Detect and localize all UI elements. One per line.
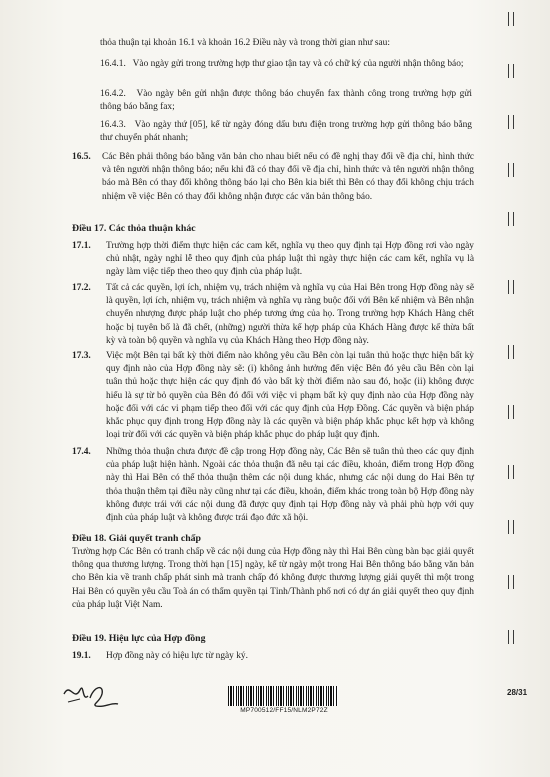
item-16-4-2 bbox=[100, 88, 472, 114]
item-16-4-1-text: Vào ngày gửi trong trường hợp thư giao tận tay và có chữ ký của người nhận thông báo; bbox=[132, 59, 464, 69]
article-19-heading: Điều 19. Hiệu lực của Hợp đồng bbox=[72, 633, 206, 644]
barcode bbox=[228, 686, 338, 706]
item-16-4-1 bbox=[100, 58, 472, 71]
item-16-4-3 bbox=[100, 119, 472, 145]
clause-17-2-text: Tất cả các quyền, lợi ích, nhiệm vụ, trách nhiệm và nghĩa vụ của Hai Bên trong Hợp đồng này sẽ là quyền, lợi ích, nhiệm vụ, trách nhiệm và nghĩa vụ ràng buộc đối với Bên kế nhiệm và Bên nhận chuyển nhượng được pháp luật cho phép tương ứng của họ. Trong trường hợp Khách Hàng chết hoặc bị tuyên bố là đã chết, (những) người thừa kế hợp pháp của Khách Hàng được kế thừa bất kỳ và toàn bộ quyền và nghĩa vụ của Khách Hàng theo Hợp đồng này. bbox=[106, 283, 474, 346]
margin-mark bbox=[508, 630, 514, 644]
margin-mark bbox=[508, 12, 514, 26]
margin-mark bbox=[508, 345, 514, 359]
clause-17-4-number: 17.4. bbox=[72, 447, 91, 457]
para-16-4-intro: thỏa thuận tại khoản 16.1 và khoản 16.2 Điều này và trong thời gian như sau: bbox=[100, 38, 390, 48]
margin-mark bbox=[508, 64, 514, 78]
page-number: 28/31 bbox=[507, 688, 528, 697]
clause-17-3-text: Việc một Bên tại bất kỳ thời điểm nào không yêu cầu Bên còn lại tuân thủ hoặc thực hiện bất kỳ quy định nào của Hợp đồng này sẽ: (i) không ảnh hưởng đến việc Bên đó yêu cầu Bên còn lại tuân thủ hoặc thực hiện các quy định đó vào bất kỳ thời điểm nào sau đó, hoặc (ii) không được hiểu là sự từ bỏ quyền của Bên đó đối với việc vi phạm bất kỳ quy định nào của Hợp đồng này hoặc đối với các vi phạm tiếp theo đối với các quy định của Hợp Đồng. Các quyền và biện pháp khắc phục quy định trong Hợp đồng này là các quyền và biện pháp khắc phục kết hợp và không loại trừ đối với các quyền và biện pháp khắc phục do pháp luật quy định. bbox=[106, 351, 474, 441]
margin-mark bbox=[508, 212, 514, 226]
clause-17-3-number: 17.3. bbox=[72, 351, 91, 361]
article-18-heading: Điều 18. Giải quyết tranh chấp bbox=[72, 533, 202, 544]
margin-mark bbox=[508, 520, 514, 534]
margin-mark bbox=[508, 115, 514, 129]
handwritten-initials bbox=[60, 672, 130, 712]
margin-mark bbox=[508, 405, 514, 419]
clause-17-1-text: Trường hợp thời điểm thực hiện các cam kết, nghĩa vụ theo quy định tại Hợp đồng rơi vào ngày chủ nhật, ngày nghỉ lễ theo quy định của pháp luật thì ngày thực hiện các cam kết, nghĩa vụ là ngày làm việc tiếp theo theo quy định của pháp luật. bbox=[106, 241, 474, 278]
item-16-4-3-text: Vào ngày thứ [05], kể từ ngày đóng dấu bưu điện trong trường hợp gửi thông báo bằng thư chuyển phát nhanh; bbox=[100, 120, 472, 144]
clause-19-1-text: Hợp đồng này có hiệu lực từ ngày ký. bbox=[106, 651, 248, 661]
margin-mark bbox=[508, 280, 514, 294]
clause-17-4-text: Những thỏa thuận chưa được đề cập trong Hợp đồng này, Các Bên sẽ tuân thủ theo các quy định của pháp luật hiện hành. Ngoài các thỏa thuận đã nêu tại các điều, khoản, điểm trong Hợp đồng này thì Hai Bên có thể thỏa thuận thêm các nội dung khác, nhưng các nội dung do Hai Bên tự thỏa thuận thêm tại điều này cũng như tại các điều, khoản, điểm khác trong toàn bộ Hợp đồng này không được trái với các nội dung đã được quy định tại Hợp đồng này và phải phù hợp với quy định của pháp luật và không được trái đạo đức xã hội. bbox=[106, 447, 475, 524]
clause-17-2-number: 17.2. bbox=[72, 283, 91, 293]
article-18-text: Trường hợp Các Bên có tranh chấp về các nội dung của Hợp đồng này thì Hai Bên cùng bàn bạc giải quyết thông qua thương lượng. Trong thời hạn [15] ngày, kể từ ngày một trong Hai Bên thông báo bằng văn bản cho Bên kia về tranh chấp phát sinh mà tranh chấp đó không được thương lượng giải quyết thì một trong Hai Bên có quyền yêu cầu Toà án có thẩm quyền tại Tỉnh/Thành phố nơi có dự án giải quyết theo quy định của pháp luật Việt Nam. bbox=[72, 547, 474, 610]
item-16-4-1-number: 16.4.1. bbox=[100, 59, 126, 69]
margin-mark bbox=[508, 163, 514, 177]
clause-16-5-number: 16.5. bbox=[72, 152, 91, 162]
clause-17-1-number: 17.1. bbox=[72, 241, 91, 251]
margin-mark bbox=[508, 575, 514, 589]
margin-mark bbox=[508, 465, 514, 479]
item-16-4-2-number: 16.4.2. bbox=[100, 89, 126, 99]
barcode-text: MP700512/FF15/NLM2P72Z bbox=[240, 707, 328, 714]
clause-19-1-number: 19.1. bbox=[72, 651, 91, 661]
article-17-heading: Điều 17. Các thỏa thuận khác bbox=[72, 223, 196, 234]
clause-16-5-text: Các Bên phải thông báo bằng văn bản cho nhau biết nếu có đề nghị thay đổi về địa chỉ, hình thức và tên người nhận thông báo; nếu khi đã có thay đổi về địa chỉ, hình thức và tên người nhận thông báo mà Bên có thay đổi không thông báo lại cho Bên kia biết thì Bên có thay đổi không chịu trách nhiệm về việc Bên có thay đổi không nhận được các văn bản thông báo. bbox=[102, 152, 474, 202]
item-16-4-3-number: 16.4.3. bbox=[100, 120, 126, 130]
item-16-4-2-text: Vào ngày bên gửi nhận được thông báo chuyển fax thành công trong trường hợp gửi thông báo bằng fax; bbox=[100, 89, 472, 113]
